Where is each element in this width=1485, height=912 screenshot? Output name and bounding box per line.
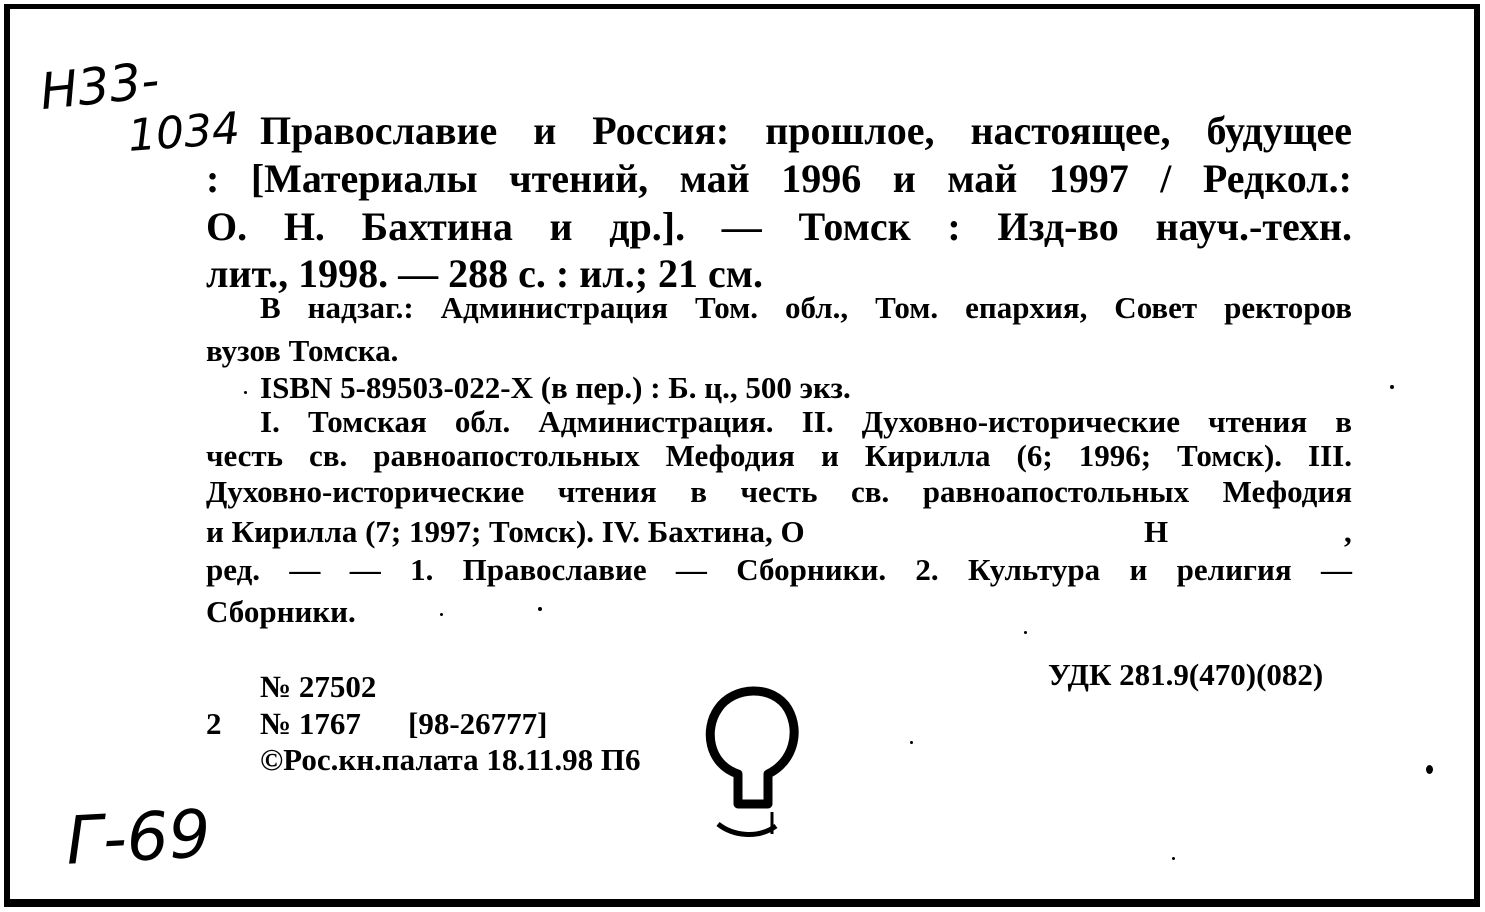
tracing-line-6: Сборники. — [206, 594, 356, 629]
note-line-1: В надзаг.: Администрация Том. обл., Том. епархия, Совет ректоров — [260, 290, 1352, 325]
title-line-1: Православие и Россия: прошлое, настоящее, будущее — [260, 108, 1352, 153]
copyright-line: ©Рос.кн.палата 18.11.98 П6 — [260, 742, 641, 777]
tracing-line-2: честь св. равноапостольных Мефодия и Кирилла (6; 1996; Томск). III. — [206, 438, 1352, 473]
handwritten-call-number-bottom: 1034 — [126, 103, 242, 162]
note-line-2: вузов Томска. — [206, 333, 399, 368]
title-line-3: О. Н. Бахтина и др.]. — Томск : Изд-во науч.-техн. — [206, 204, 1352, 249]
tracing-line-4b: Н — [1144, 514, 1169, 549]
handwritten-author-mark: Г-69 — [64, 795, 213, 880]
title-line-4: лит., 1998. — 288 с. : ил.; 21 см. — [206, 251, 764, 296]
speck — [244, 391, 247, 394]
udc-code: УДК 281.9(470)(082) — [1048, 657, 1324, 692]
speck — [1024, 631, 1027, 634]
card-punch-hole — [698, 674, 808, 854]
title-line-2: : [Материалы чтений, май 1996 и май 1997 / Редкол.: — [206, 156, 1352, 201]
tracing-line-4c: , — [1344, 514, 1352, 549]
registration-number: [98-26777] — [408, 706, 548, 741]
document-number: № 1767 — [260, 706, 361, 741]
tracing-line-1: I. Томская обл. Администрация. II. Духовно-исторические чтения в — [260, 404, 1352, 439]
tracing-line-5: ред. — — 1. Православие — Сборники. 2. Культура и религия — — [206, 552, 1352, 587]
speck — [1426, 765, 1433, 774]
speck — [440, 613, 443, 616]
speck — [1172, 857, 1175, 860]
speck — [1390, 385, 1394, 389]
handwritten-call-number-top: Н33- — [37, 50, 162, 122]
record-number: № 27502 — [260, 669, 377, 704]
speck — [910, 741, 913, 744]
catalog-card — [4, 4, 1480, 907]
tracing-line-3: Духовно-исторические чтения в честь св. равноапостольных Мефодия — [206, 474, 1352, 509]
copies-count: 2 — [206, 706, 222, 741]
tracing-line-4a: и Кирилла (7; 1997; Томск). IV. Бахтина, О — [206, 514, 805, 549]
speck — [538, 607, 542, 611]
isbn-line: ISBN 5-89503-022-X (в пер.) : Б. ц., 500 экз. — [260, 370, 851, 405]
